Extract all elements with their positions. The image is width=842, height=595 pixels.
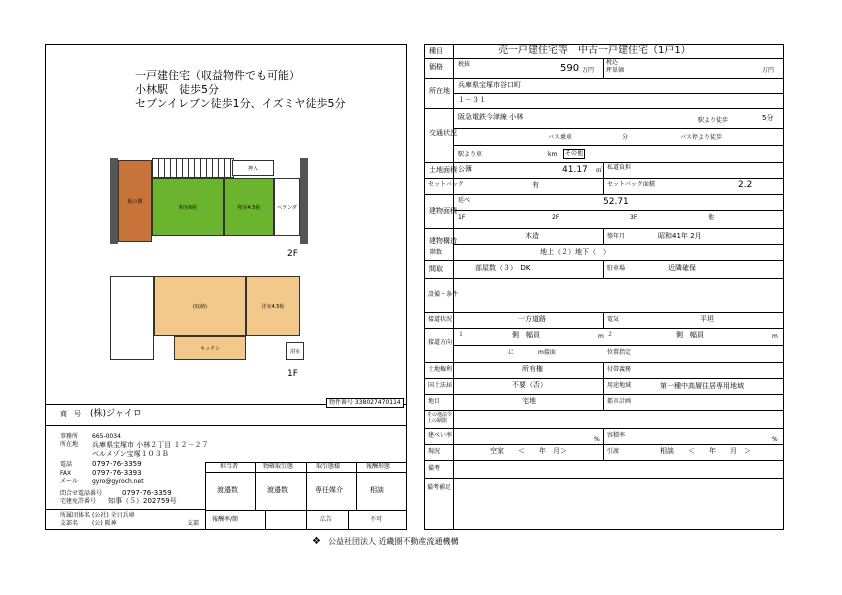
bus-walk-label: バス停より徒歩 xyxy=(680,134,723,141)
room-entrance xyxy=(110,276,154,360)
electric-value: 平坦 xyxy=(700,315,714,323)
traffic-label: 交通状況 xyxy=(429,129,457,137)
address-line1: 兵庫県宝塚市 小林２丁目 １２－２７ xyxy=(92,441,209,449)
r-line-4 xyxy=(424,162,784,163)
type-label: 種目 xyxy=(429,47,443,55)
r-line-1 xyxy=(424,58,784,59)
inquiry-tel-label: 問合せ電話番号 xyxy=(60,490,103,497)
r-line-11 xyxy=(424,328,784,329)
side1-m: m xyxy=(598,333,604,340)
land-divider xyxy=(603,162,604,194)
electric-label: 電気 xyxy=(607,316,620,323)
mail-value[interactable]: gyro@gyroch.net xyxy=(92,478,144,485)
handover-value: 相談 ＜ 年 月 ＞ xyxy=(660,447,751,455)
built-value: 昭和41年 2月 xyxy=(658,232,702,240)
r-line-19 xyxy=(424,478,784,479)
price-unit: 万円 xyxy=(582,67,595,74)
wall-shade-right xyxy=(300,158,308,244)
layout-label: 間取 xyxy=(429,265,443,273)
land-area-value: 41.17 xyxy=(562,165,588,175)
land-kind: 公簿 xyxy=(458,165,472,173)
deal-v-line2 xyxy=(306,462,307,530)
company-name-line xyxy=(45,425,407,426)
location-label: 所在地 xyxy=(429,87,450,95)
deal-v-line1 xyxy=(255,462,256,510)
building-area-label: 建物面積 xyxy=(429,207,457,215)
license-line xyxy=(45,509,205,510)
room-yoshitsu: 洋室4.5帖 xyxy=(246,276,300,336)
land-area-label: 土地面積 xyxy=(429,166,457,174)
location-line2: １－３１ xyxy=(458,96,486,104)
unit-price-label: 坪単価 xyxy=(606,67,625,74)
layout-value: 部屋数（３） DK xyxy=(475,264,531,272)
deal-check: 渡邉数 xyxy=(267,486,288,494)
zoning-label: 用途地域 xyxy=(607,382,632,389)
deal-staff: 渡邉数 xyxy=(217,486,238,494)
r-line-16 xyxy=(424,428,784,429)
category-label: 地目 xyxy=(428,398,441,405)
nat-land-label: 国土法届 xyxy=(428,382,453,389)
price-label: 価格 xyxy=(429,63,443,71)
bus-ride-label: バス乗車 xyxy=(548,134,573,141)
deal-v-line5 xyxy=(348,510,349,530)
deal-header-mode: 取引態様 xyxy=(316,463,341,470)
address-label: 所在地 xyxy=(60,441,79,448)
obligation-label: 付帯義務 xyxy=(607,366,632,373)
zoning-value: 第一種中高層住居専用地域 xyxy=(660,382,744,390)
built-label: 築年月 xyxy=(607,233,626,240)
floor-2f-label: 2F xyxy=(287,249,298,259)
mail-label: メール xyxy=(60,478,78,485)
floor2-area-label: 2F xyxy=(552,214,560,221)
r-line-13 xyxy=(424,378,784,379)
footer-logo: ❖ xyxy=(312,536,321,547)
deal-header-staff: 担当者 xyxy=(220,463,239,470)
room-closet: 押入 xyxy=(232,160,274,176)
tax-label: 税抜 xyxy=(458,61,471,68)
fax-label: FAX xyxy=(60,470,72,477)
bus-minute-unit: 分 xyxy=(622,134,629,141)
status-label: 現況 xyxy=(428,448,441,455)
handover-label: 引渡 xyxy=(607,448,620,455)
deal-mode: 専任媒介 xyxy=(315,486,343,494)
branch-value: (公) 阪神 xyxy=(92,520,117,527)
road-label: 接道状況 xyxy=(428,316,453,323)
deal-ad-label: 広告 xyxy=(320,516,333,523)
station-from-label: 駅より車 xyxy=(458,151,483,158)
far-pct: % xyxy=(772,436,778,443)
category-value: 宅地 xyxy=(522,397,536,405)
side2-width: 側 幅員 xyxy=(676,331,704,339)
company-name: (株)ジャイロ xyxy=(90,409,142,419)
struct-split xyxy=(453,244,784,245)
setback-label: セットバック xyxy=(428,181,464,188)
footer-org: 公益社団法人 近畿圏不動産流通機構 xyxy=(328,537,459,546)
side2-number: ２ xyxy=(607,331,614,338)
deal-remark-label: 報酬率/額 xyxy=(212,516,239,523)
note-label: 備考 xyxy=(428,465,441,472)
side2-m: m xyxy=(772,333,778,340)
deal-v-line4 xyxy=(265,510,266,530)
building-split xyxy=(453,210,784,211)
other-area-label: 他 xyxy=(708,214,715,221)
coverage-label: 建ぺい率 xyxy=(428,432,453,439)
nat-land-value: 不要（否） xyxy=(512,381,547,389)
r-line-14 xyxy=(424,394,784,395)
deal-header-check: 物確取引態 xyxy=(263,463,294,470)
traffic-split1 xyxy=(453,128,784,129)
room-washitsu6: 和室6帖 xyxy=(152,178,224,236)
land-area-unit: ㎡ xyxy=(596,167,603,174)
room-storage: (収納) xyxy=(154,276,246,336)
total-area-label: 延べ xyxy=(458,197,471,204)
status-value: 空家 ＜ 年 月＞ xyxy=(490,447,567,455)
tel-value: 0797-76-3359 xyxy=(92,460,142,468)
km-unit: km xyxy=(548,151,558,158)
total-area-value: 52.71 xyxy=(603,197,629,207)
office-label: 事務所 xyxy=(60,433,79,440)
setback-area-label: セットバック面積 xyxy=(607,181,655,188)
r-line-12 xyxy=(424,362,784,363)
deal-header-fee: 報酬形態 xyxy=(366,463,391,470)
room-kitchen: キッチン xyxy=(174,336,246,360)
assoc-label: 所属団体名 xyxy=(60,512,91,519)
structure-value: 木造 xyxy=(525,232,539,240)
setback-area-value: 2.2 xyxy=(738,180,753,190)
parking-value: 近隣確保 xyxy=(668,264,696,272)
designation-label: 位置指定 xyxy=(607,349,632,356)
price-value: 590 xyxy=(560,63,580,74)
road-value: 一方道路 xyxy=(518,315,546,323)
headline-line1: 一戸建住宅（収益物件でも可能） xyxy=(135,69,300,82)
tel-label: 電話 xyxy=(60,461,73,468)
coverage-pct: % xyxy=(594,436,600,443)
r-line-17 xyxy=(424,444,784,445)
postal-code: 665-0034 xyxy=(92,433,121,440)
property-id: 物件番号 338027470114 xyxy=(326,398,404,408)
room-bath: 浴室 xyxy=(286,342,304,360)
frontage-value: に m接面 xyxy=(508,349,556,356)
land-right-value: 所有権 xyxy=(522,365,543,373)
location-split xyxy=(453,93,784,94)
road-direction-label: 接道方向 xyxy=(428,339,453,346)
other-label: その他 xyxy=(565,150,584,157)
r-line-2 xyxy=(424,78,784,79)
deal-fee: 相談 xyxy=(370,486,384,494)
unit-price-unit: 万円 xyxy=(762,67,775,74)
floors-label: 階数 xyxy=(430,249,443,256)
stairs-2f xyxy=(152,158,234,178)
license-value: 知事（５）202759号 xyxy=(108,497,177,505)
r-line-15 xyxy=(424,410,784,411)
room-veranda: ベランダ xyxy=(274,178,300,236)
side1-number: １ xyxy=(458,331,465,338)
headline-line3: セブンイレブン徒歩1分、イズミヤ徒歩5分 xyxy=(135,97,346,110)
extra-note-label: 備考補足 xyxy=(427,484,452,491)
private-road-label: 私道負担 xyxy=(607,164,632,171)
train-line: 阪急電鉄今津線 小林 xyxy=(458,113,524,121)
floorplan-1f xyxy=(110,276,310,360)
floor1-area-label: 1F xyxy=(458,214,466,221)
inquiry-tel-value: 0797-76-3359 xyxy=(122,489,172,497)
r-line-6 xyxy=(424,194,784,195)
road-dir-split xyxy=(453,345,784,346)
restriction-label: その他法令上の制限 xyxy=(427,412,453,424)
location-line1: 兵庫県宝塚市谷口町 xyxy=(458,81,521,89)
fax-value: 0797-76-3393 xyxy=(92,469,142,477)
side1-width: 側 幅員 xyxy=(512,331,540,339)
floors-value: 地上（２）地下（ ） xyxy=(540,248,610,256)
road-divider xyxy=(603,312,604,328)
deal-v-line3 xyxy=(356,462,357,510)
r-line-9 xyxy=(424,278,784,279)
far-label: 容積率 xyxy=(607,432,626,439)
license-label: 宅建免許番号 xyxy=(60,498,97,505)
facility-label: 設備・条件 xyxy=(428,291,459,298)
walk-label: 駅より徒歩 xyxy=(698,117,729,124)
struct-divider xyxy=(603,228,604,244)
company-name-label: 商 号 xyxy=(60,410,81,418)
floorplan-2f xyxy=(110,158,310,244)
city-plan-label: 都市計画 xyxy=(607,398,632,405)
traffic-split2 xyxy=(453,145,784,146)
floor3-area-label: 3F xyxy=(630,214,638,221)
setback-value: 有 xyxy=(532,181,539,189)
r-line-18 xyxy=(424,460,784,461)
walk-value: 5分 xyxy=(762,114,774,122)
address-line2: ベルメゾン宝塚１０３Ｂ xyxy=(92,450,169,458)
land-right-label: 土地権利 xyxy=(428,366,453,373)
r-line-8 xyxy=(424,260,784,261)
tax-note: 税込 xyxy=(606,59,619,66)
right-divider xyxy=(603,362,604,410)
property-title: 売一戸建住宅等 中古一戸建住宅（1戸1） xyxy=(498,45,691,56)
branch-label: 支部名 xyxy=(60,520,79,527)
parking-label: 駐車場 xyxy=(607,265,626,272)
wall-shade xyxy=(110,158,118,244)
floor-1f-label: 1F xyxy=(287,369,298,379)
r-line-7 xyxy=(424,228,784,229)
structure-label: 建物構造 xyxy=(429,237,457,245)
r-line-3 xyxy=(424,108,784,109)
deal-ad-value: 不可 xyxy=(370,516,383,523)
price-divider xyxy=(603,58,604,78)
layout-divider xyxy=(603,260,604,278)
branch-suffix: 支部 xyxy=(187,520,200,527)
room-washitsu45: 和室4.5帖 xyxy=(224,178,274,236)
headline-line2: 小林駅 徒歩5分 xyxy=(135,83,219,96)
r-line-5 xyxy=(424,178,784,179)
room-wood: 板の間 xyxy=(118,160,152,242)
assoc-value: (公社) 全日兵庫 xyxy=(92,512,135,519)
label-column-line xyxy=(453,44,454,530)
coverage-divider xyxy=(603,428,604,460)
r-line-10 xyxy=(424,312,784,313)
